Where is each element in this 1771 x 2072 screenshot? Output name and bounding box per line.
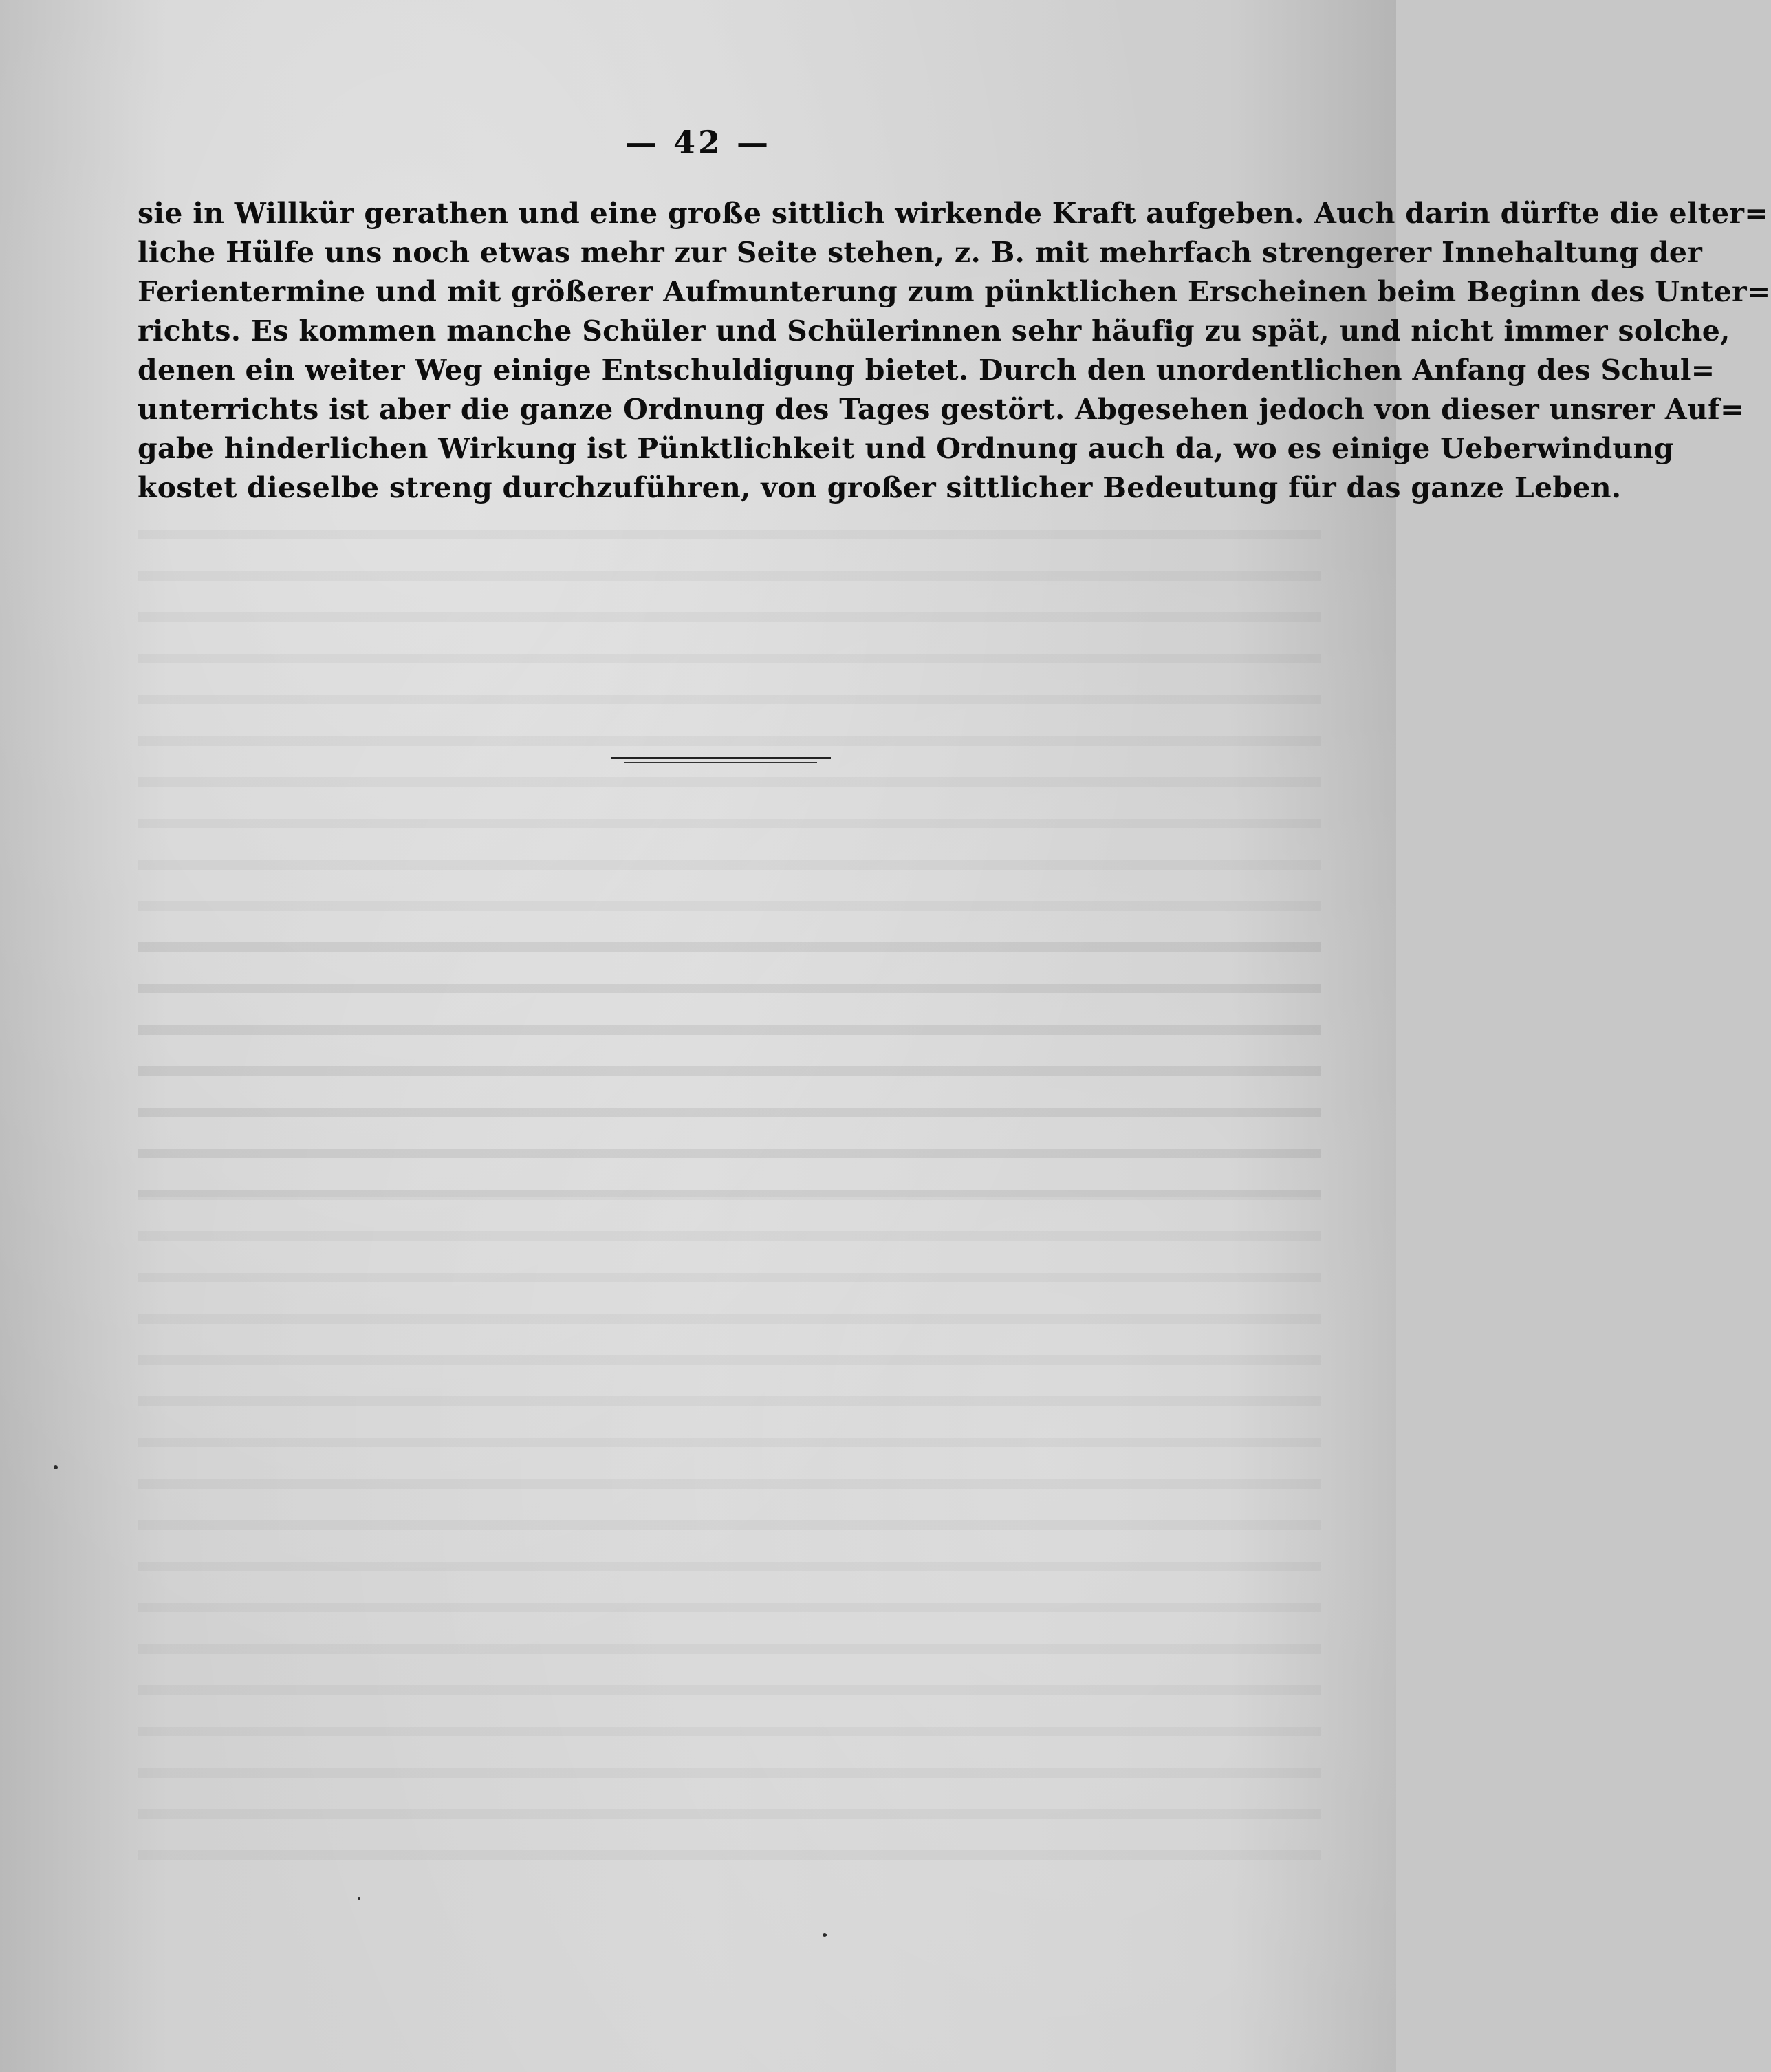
text-line: sie in Willkür gerathen und eine große sittlich wirkende Kraft aufgeben. Auch darin dürfte die elter= bbox=[138, 197, 1768, 230]
text-line: liche Hülfe uns noch etwas mehr zur Seite stehen, z. B. mit mehrfach strengerer Innehaltung der bbox=[138, 236, 1703, 269]
divider-rule-top bbox=[611, 757, 831, 759]
text-line: gabe hinderlichen Wirkung ist Pünktlichkeit und Ordnung auch da, wo es einige Ueberwindung bbox=[138, 432, 1674, 465]
bleed-through-lower bbox=[138, 922, 1321, 1885]
page-number: — 42 — bbox=[624, 124, 772, 161]
text-line: Ferientermine und mit größerer Aufmunterung zum pünktlichen Erscheinen beim Beginn des Unter= bbox=[138, 275, 1771, 308]
ink-speck bbox=[823, 1933, 827, 1937]
section-divider bbox=[611, 757, 831, 765]
text-line: kostet dieselbe streng durchzuführen, von großer sittlicher Bedeutung für das ganze Leben. bbox=[138, 471, 1622, 504]
divider-rule-bottom bbox=[624, 762, 817, 763]
ink-speck bbox=[54, 1465, 58, 1469]
text-line: unterrichts ist aber die ganze Ordnung des Tages gestört. Abgesehen jedoch von dieser unsrer Auf= bbox=[138, 393, 1744, 426]
text-line: denen ein weiter Weg einige Entschuldigung bietet. Durch den unordentlichen Anfang des Schul= bbox=[138, 354, 1715, 387]
ink-speck bbox=[358, 1897, 360, 1900]
text-line: richts. Es kommen manche Schüler und Schülerinnen sehr häufig zu spät, und nicht immer solche, bbox=[138, 314, 1730, 347]
body-paragraph bbox=[138, 194, 1771, 508]
